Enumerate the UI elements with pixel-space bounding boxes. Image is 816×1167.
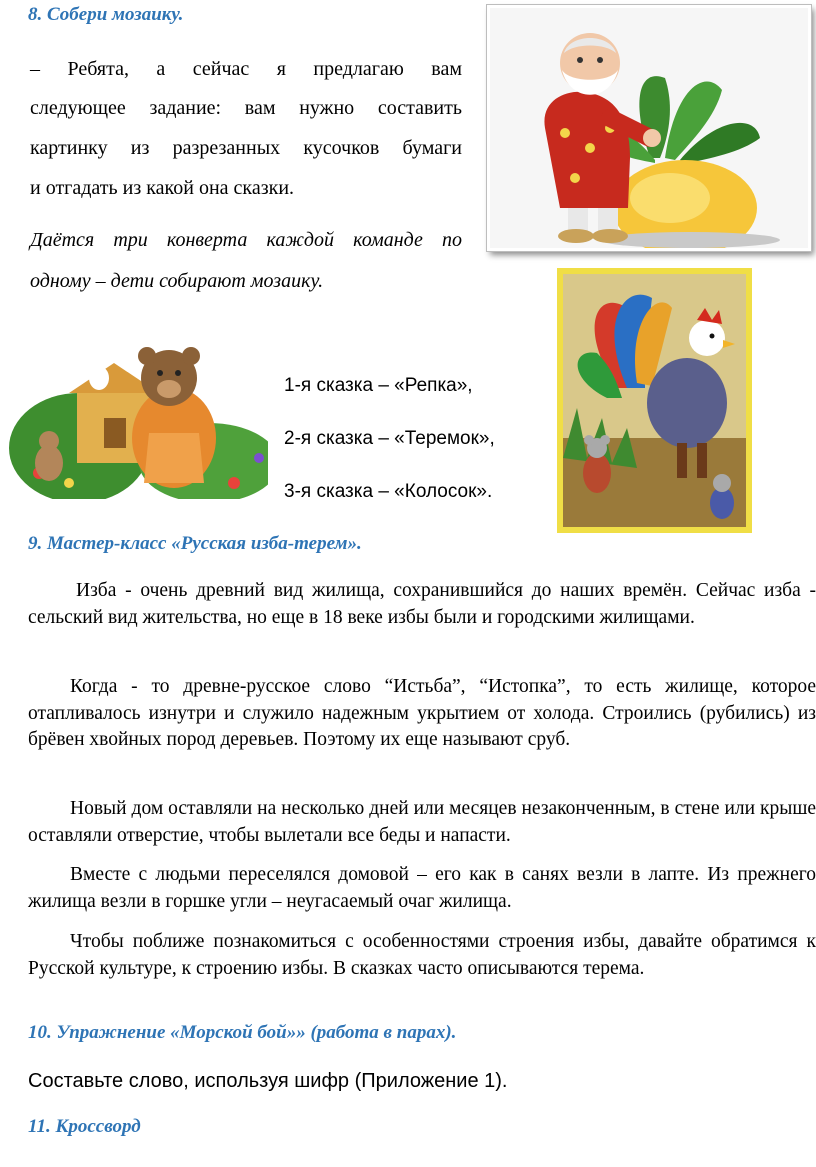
section-11-heading: 11. Кроссворд [28, 1116, 141, 1137]
repka-illustration [487, 5, 811, 251]
paragraph-2: Когда - то древне-русское слово “Истьба”, “Истопка”, то есть жилище, которое отапливалось изнутри и служило надежным укрытием от холода. Строились (рубились) из брёвен хвойных пород деревьев. Поэтому их еще называют сруб. [28, 676, 816, 750]
intro-line-1: – Ребята, а сейчас я предлагаю вам [30, 58, 462, 80]
grandpa-turnip-picture-icon [490, 8, 808, 248]
bear-house-picture-icon [9, 323, 268, 499]
tale-3: 3-я сказка – «Колосок». [284, 481, 493, 502]
kolosok-illustration [557, 268, 752, 533]
intro-line-2: следующее задание: вам нужно составить [30, 97, 462, 119]
paragraph-5: Чтобы поближе познакомиться с особенностями строения избы, давайте обратимся к Русской культуре, к строению избы. В сказках часто описываются терема. [28, 931, 816, 979]
intro-line-4: и отгадать из какой она сказки. [30, 177, 295, 199]
rooster-mice-picture-icon [557, 268, 752, 533]
section-10-heading: 10. Упражнение «Морской бой»» (работа в парах). [28, 1022, 457, 1043]
paragraph-3: Новый дом оставляли на несколько дней или месяцев незаконченным, в стене или крыше оставляли отверстие, чтобы вылетали все беды и напасти. [28, 798, 816, 846]
teremok-illustration [9, 323, 268, 499]
section-10-instruction: Составьте слово, используя шифр (Приложение 1). [28, 1070, 508, 1092]
paragraph-4: Вместе с людьми переселялся домовой – его как в санях везли в лапте. Из прежнего жилища везли в горшке угли – неугасаемый очаг жилища. [28, 864, 816, 912]
intro-line-3: картинку из разрезанных кусочков бумаги [30, 137, 462, 159]
note-line-1: Даётся три конверта каждой команде по [30, 229, 462, 251]
tale-2: 2-я сказка – «Теремок», [284, 428, 495, 449]
section-8-heading: 8. Собери мозаику. [28, 4, 184, 25]
section-9-heading: 9. Мастер-класс «Русская изба-терем». [28, 533, 362, 554]
note-line-2: одному – дети собирают мозаику. [30, 270, 324, 292]
tale-1: 1-я сказка – «Репка», [284, 375, 473, 396]
paragraph-1: Изба - очень древний вид жилища, сохранившийся до наших времён. Сейчас изба - сельский вид жительства, но еще в 18 веке избы были и городскими жилищами. [28, 580, 816, 628]
